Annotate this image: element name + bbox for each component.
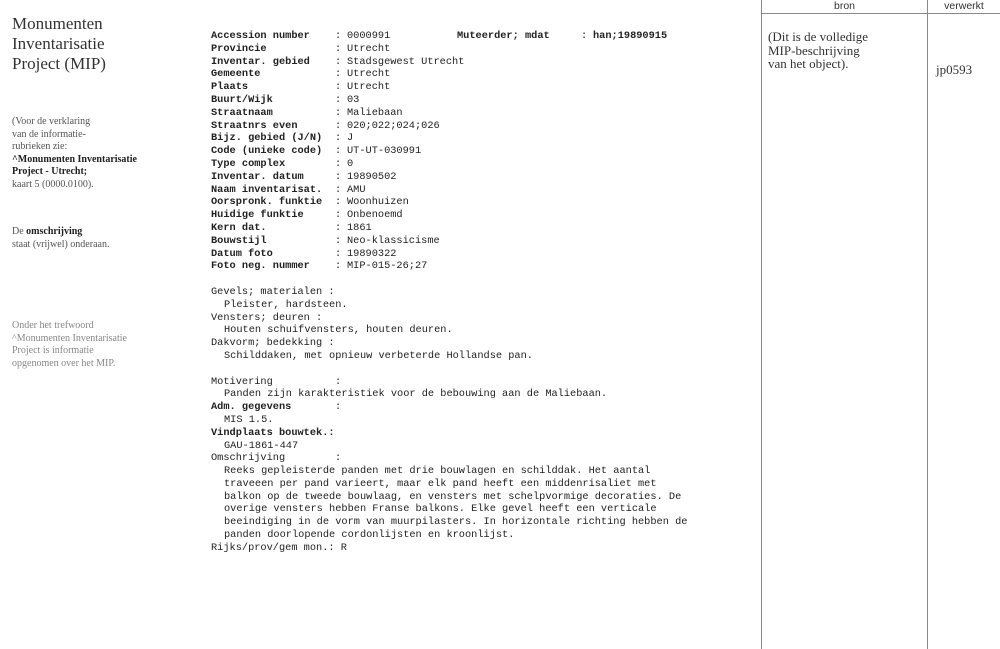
field-separator: :	[335, 209, 342, 222]
mutator-label: Muteerder; mdat	[457, 30, 550, 42]
section-text: Panden zijn karakteristiek voor de bebouwing aan de Maliebaan.	[224, 388, 608, 401]
field-row	[211, 43, 751, 56]
field-separator: :	[335, 30, 342, 42]
note-line: Onder het trefwoord	[12, 320, 94, 331]
field-separator: :	[335, 183, 342, 196]
field-row	[211, 145, 751, 158]
description-line: traveeen per pand varieert, maar elk pand heeft een middenrisaliet met	[224, 477, 657, 490]
section-label: Motivering	[211, 375, 273, 388]
table-divider	[927, 0, 928, 649]
field-separator: :	[335, 170, 342, 183]
description-line: overige vensters hebben Franse balkons. Elke gevel heeft een verticale	[224, 503, 657, 516]
section-omschrijving	[211, 465, 751, 542]
field-value: UT-UT-030991	[347, 145, 422, 158]
field-row	[211, 94, 751, 107]
field-label: Buurt/Wijk	[211, 93, 273, 106]
section-gevels	[211, 286, 751, 312]
section-motivering-label	[211, 376, 751, 389]
record-body	[211, 30, 751, 555]
section-text: GAU-1861-447	[224, 439, 299, 452]
field-separator: :	[335, 157, 342, 170]
field-value: J	[347, 132, 354, 145]
section-dakvorm	[211, 337, 751, 363]
table-header-rule	[761, 13, 1000, 14]
explanation-note	[12, 116, 202, 192]
field-value: 19890322	[347, 247, 397, 260]
field-separator: :	[335, 132, 342, 145]
section-omschrijving-label	[211, 452, 751, 465]
field-label: Accession number	[211, 30, 310, 42]
field-label: Straatnaam	[211, 106, 273, 119]
section-value: R	[340, 541, 347, 554]
field-separator: :	[335, 42, 342, 55]
field-label: Naam inventarisat.	[211, 183, 323, 196]
field-row	[211, 120, 751, 133]
note-line: opgenomen over het MIP.	[12, 357, 116, 369]
field-separator: :	[335, 196, 342, 209]
description-note	[12, 226, 202, 251]
mutator-value: han;19890915	[593, 30, 668, 42]
field-row	[211, 158, 751, 171]
note-prefix: De	[12, 226, 27, 237]
field-separator: :	[335, 55, 342, 68]
section-text: Pleister, hardsteen.	[224, 298, 348, 311]
field-value: 0	[347, 157, 354, 170]
field-label: Bijz. gebied (J/N)	[211, 132, 323, 145]
field-value: MIP-015-26;27	[347, 260, 428, 273]
field-value: 19890502	[347, 170, 397, 183]
field-label: Provincie	[211, 42, 267, 55]
field-separator: :	[335, 145, 342, 158]
section-label: Vindplaats bouwtek.:	[211, 426, 335, 439]
description-line: beeindiging in de vorm van muurpilasters. In horizontale richting hebben de	[224, 516, 688, 529]
field-separator: :	[335, 375, 342, 388]
field-row	[211, 68, 751, 81]
field-label: Datum foto	[211, 247, 273, 260]
note-line: ^Monumenten Inventarisatie	[12, 332, 127, 344]
section-text: Schilddaken, met opnieuw verbeterde Hollandse pan.	[224, 349, 533, 362]
field-separator: :	[335, 221, 342, 234]
field-label: Inventar. gebied	[211, 55, 310, 68]
bron-line: van het object).	[768, 56, 849, 71]
field-label: Straatnrs even	[211, 119, 298, 132]
section-label: Omschrijving	[211, 452, 286, 465]
section-label: Rijks/prov/gem mon.:	[211, 541, 335, 554]
field-value: Stadsgewest Utrecht	[347, 55, 465, 68]
field-value: Neo-klassicisme	[347, 234, 440, 247]
field-value: Utrecht	[347, 81, 391, 94]
field-label: Plaats	[211, 81, 249, 94]
field-label: Inventar. datum	[211, 170, 304, 183]
verwerkt-cell: jp0593	[936, 62, 973, 77]
mip-title	[12, 14, 202, 74]
field-separator: :	[335, 119, 342, 132]
note-bold-line: Project - Utrecht;	[12, 166, 88, 178]
keyword-note	[12, 320, 202, 370]
field-row	[211, 81, 751, 94]
field-row	[211, 222, 751, 235]
field-label: Oorspronk. funktie	[211, 196, 323, 209]
field-label: Bouwstijl	[211, 234, 267, 247]
field-row	[211, 209, 751, 222]
field-separator: :	[335, 106, 342, 119]
field-row	[211, 56, 751, 69]
section-label: Dakvorm; bedekking :	[211, 337, 335, 350]
field-row-accession	[211, 30, 751, 43]
field-value: AMU	[347, 183, 366, 196]
mip-title-line: Inventarisatie	[12, 34, 105, 53]
field-value: Utrecht	[347, 42, 391, 55]
field-row	[211, 235, 751, 248]
field-separator: :	[335, 234, 342, 247]
description-line: panden doorlopende cordonlijsten en kroonlijst.	[224, 529, 515, 542]
mip-title-line: Monumenten	[12, 14, 103, 33]
field-row	[211, 184, 751, 197]
note-line: Project is informatie	[12, 345, 94, 357]
field-separator: :	[335, 93, 342, 106]
note-bold-line: ^Monumenten Inventarisatie	[12, 153, 137, 165]
field-row	[211, 248, 751, 261]
note-line: staat (vrijwel) onderaan.	[12, 238, 110, 250]
note-bold-word: omschrijving	[26, 226, 83, 237]
note-line: rubrieken zie:	[12, 141, 68, 153]
bron-line: (Dit is de volledige	[768, 29, 869, 44]
field-label: Gemeente	[211, 68, 261, 81]
field-value: Utrecht	[347, 68, 391, 81]
field-row	[211, 107, 751, 120]
section-text: MIS 1.5.	[224, 413, 274, 426]
section-label: Vensters; deuren :	[211, 311, 323, 324]
section-motivering	[211, 388, 751, 401]
field-label: Huidige funktie	[211, 209, 304, 222]
field-separator: :	[335, 452, 342, 465]
field-label: Kern dat.	[211, 221, 267, 234]
field-row	[211, 132, 751, 145]
field-row	[211, 171, 751, 184]
field-value: Woonhuizen	[347, 196, 409, 209]
section-label: Adm. gegevens	[211, 401, 292, 414]
mip-title-line: Project (MIP)	[12, 54, 106, 73]
description-line: balkon op de tweede bouwlaag, en vensters met schelpvormige decoraties. De	[224, 490, 682, 503]
note-line: kaart 5 (0000.0100).	[12, 178, 94, 190]
field-value: 020;022;024;026	[347, 119, 440, 132]
field-separator: :	[335, 247, 342, 260]
field-separator: :	[335, 68, 342, 81]
field-label: Type complex	[211, 157, 286, 170]
table-divider	[761, 0, 762, 649]
description-line: Reeks gepleisterde panden met drie bouwlagen en schilddak. Het aantal	[224, 465, 651, 478]
section-rijks	[211, 542, 751, 555]
field-separator: :	[335, 401, 342, 414]
bron-line: MIP-beschrijving	[768, 42, 860, 58]
section-label: Gevels; materialen :	[211, 285, 335, 298]
field-label: Foto neg. nummer	[211, 260, 310, 273]
section-text: Houten schuifvensters, houten deuren.	[224, 324, 453, 337]
section-adm	[211, 414, 751, 427]
section-vensters	[211, 312, 751, 338]
field-value: Maliebaan	[347, 106, 403, 119]
section-vindplaats	[211, 427, 751, 453]
left-margin	[12, 14, 202, 369]
field-row	[211, 196, 751, 209]
field-separator: :	[581, 30, 588, 42]
column-header-verwerkt: verwerkt	[944, 0, 984, 12]
field-separator: :	[335, 81, 342, 94]
note-line: (Voor de verklaring	[12, 116, 91, 127]
bron-cell	[768, 30, 926, 71]
field-row	[211, 260, 751, 273]
column-header-bron: bron	[833, 0, 855, 12]
field-value: 03	[347, 93, 360, 106]
field-value: Onbenoemd	[347, 209, 403, 222]
field-label: Code (unieke code)	[211, 145, 323, 158]
note-line: van de informatie-	[12, 128, 86, 140]
field-value: 1861	[347, 221, 372, 234]
field-separator: :	[335, 260, 342, 273]
section-adm-label	[211, 401, 751, 414]
field-value: 0000991	[347, 30, 391, 42]
